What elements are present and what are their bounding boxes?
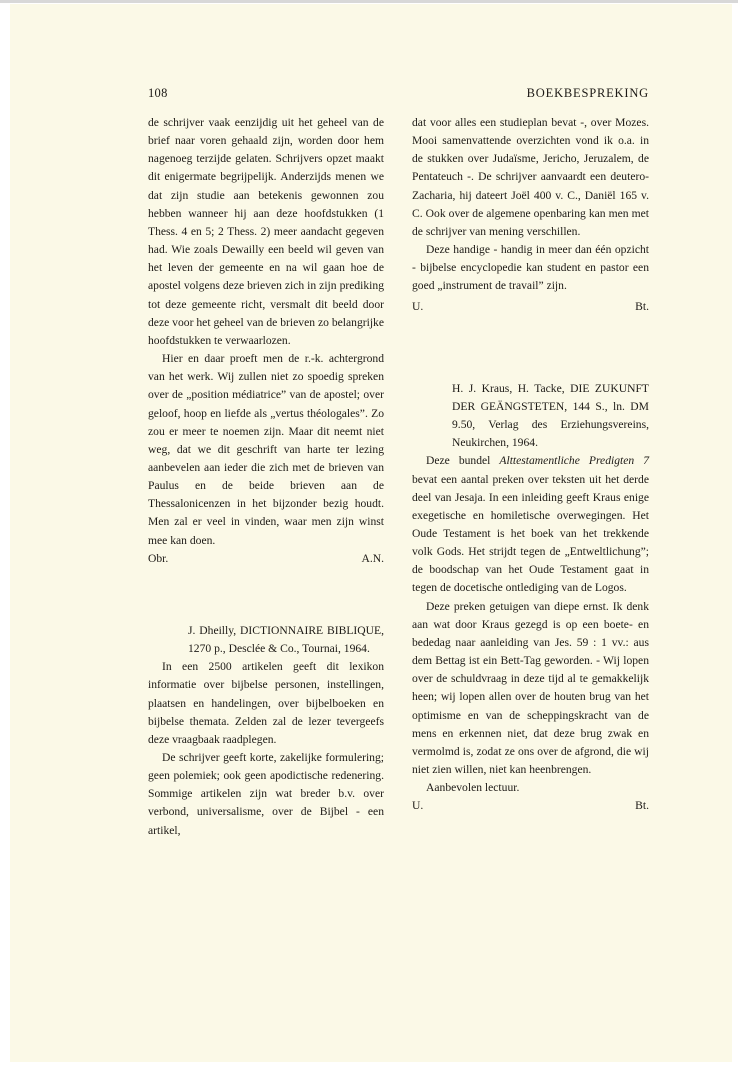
review2-signature: [412, 298, 649, 316]
page-number: 108: [148, 86, 168, 100]
review3-paragraph-1: Deze bundel Alttestamentliche Predigten 7 bevat een aantal preken over teksten uit het derde deel van Jesaja. In een inleiding geeft Kraus enige exegetische en homiletische overwegingen. Het Oude Testament is het boek van het trekkende volk Gods. Het strijdt tegen de „Entweltlichung”; de boodschap van het Oude Testament gaat in tegen de docetische ontlediging van de Logos.: [412, 454, 649, 595]
review2-paragraph-1: In een 2500 artikelen geeft dit lexikon informatie over bijbelse personen, instellingen, plaatsen en handelingen, over bijbelboeken en bijbelse themata. Zelden zal de lezer tevergeefs deze vraagbaak raadplegen.: [148, 660, 384, 746]
review1-paragraph-1: de schrijver vaak eenzijdig uit het geheel van de brief naar voren gehaald zijn, worden door hem nagenoeg terzijde gelaten. Schrijvers opzet maakt dit enigermate begrijpelijk. Anderzijds menen we dat zijn studie aan betekenis gewonnen zou hebben wanneer hij aan deze hoofdstukken (1 Thess. 4 en 5; 2 Thess. 2) meer aandacht gegeven had. Wie zoals Dewailly een beeld wil geven van het leven der gemeente en na wil gaan hoe de apostel volgens deze brieven zich in zijn prediking tot deze gemeente richt, versmalt dit beeld door deze voor het geheel van de brieven zo belangrijke hoofdstukken te verwaarlozen.: [148, 116, 384, 347]
review3-sig-right: Bt.: [635, 799, 649, 813]
left-column: [148, 114, 384, 840]
review2-paragraph-2: De schrijver geeft korte, zakelijke formulering; geen polemiek; ook geen apodictische redenering. Sommige artikelen zijn wat breder b.v. over verbond, universalisme, over de Bijbel - een artikel,: [148, 751, 384, 837]
book-series-title: Alttestamentliche Predigten 7: [499, 454, 649, 468]
review2-heading: J. Dheilly, DICTIONNAIRE BIBLIQUE, 1270 p., Desclée & Co., Tournai, 1964.: [188, 623, 384, 656]
review2-sig-left: U.: [412, 299, 424, 313]
review3-signature: [412, 797, 649, 815]
review1-sig-right: A.N.: [361, 551, 384, 565]
review3-sig-left: U.: [412, 799, 424, 813]
review2-continued-paragraph-2: Deze handige - handig in meer dan één opzicht - bijbelse encyclopedie kan student en pastor een goed „instrument de travail” zijn.: [412, 243, 649, 293]
review2-sig-right: Bt.: [635, 299, 649, 313]
review1-sig-left: Obr.: [148, 551, 169, 565]
running-title: BOEKBESPREKING: [526, 86, 649, 100]
scan-top-edge: [0, 0, 738, 3]
review2-continued-paragraph-1: dat voor alles een studieplan bevat -, over Mozes. Mooi samenvattende overzichten vond ik o.a. in de stukken over Judaïsme, Jericho, Jeruzalem, de Pentateuch -. De schrijver aanvaardt een deutero-Zacharia, hij dateert Joël 400 v. C., Daniël 165 v. C. Ook over de algemene openbaring kan men met de schrijver van mening verschillen.: [412, 116, 649, 238]
page-header: [148, 86, 649, 102]
right-column: [412, 114, 649, 815]
review3-paragraph-2: Deze preken getuigen van diepe ernst. Ik denk aan wat door Kraus gezegd is op een boete- en bededag naar aanleiding van Jes. 59 : 1 vv.: aus dem Bettag ist ein Bett-Tag geworden. - Wij lopen over de schuldvraag in deze tijd al te gemakkelijk heen; wij lopen allen over de houten brug van het optimisme en van de scheppingskracht van de mens en erkennen niet, dat deze brug zwak en vermolmd is, zodat ze ons over de afgrond, die wij niet zien willen, niet kan heenbrengen.: [412, 599, 649, 776]
review1-paragraph-2: Hier en daar proeft men de r.-k. achtergrond van het werk. Wij zullen niet zo spoedig spreken over de „position médiatrice” van de apostel; over geloof, hoop en liefde als „vertus théologales”. Zo zou er meer te noemen zijn. Maar dit neemt niet weg, dat we dit geschrift van harte ter lezing aanbevelen aan ieder die zich met de brieven van Paulus en de beide brieven aan de Thessalonicenzen in het bijzonder bezig houdt. Men zal er veel in vinden, waar men zijn winst mee kan doen.: [148, 352, 384, 547]
review3-heading: H. J. Kraus, H. Tacke, DIE ZUKUNFT DER GEÄNGSTETEN, 144 S., ln. DM 9.50, Verlag des Erziehungsvereins, Neukirchen, 1964.: [452, 381, 649, 450]
review3-paragraph-3: Aanbevolen lectuur.: [426, 781, 520, 795]
review1-signature: [148, 550, 384, 568]
